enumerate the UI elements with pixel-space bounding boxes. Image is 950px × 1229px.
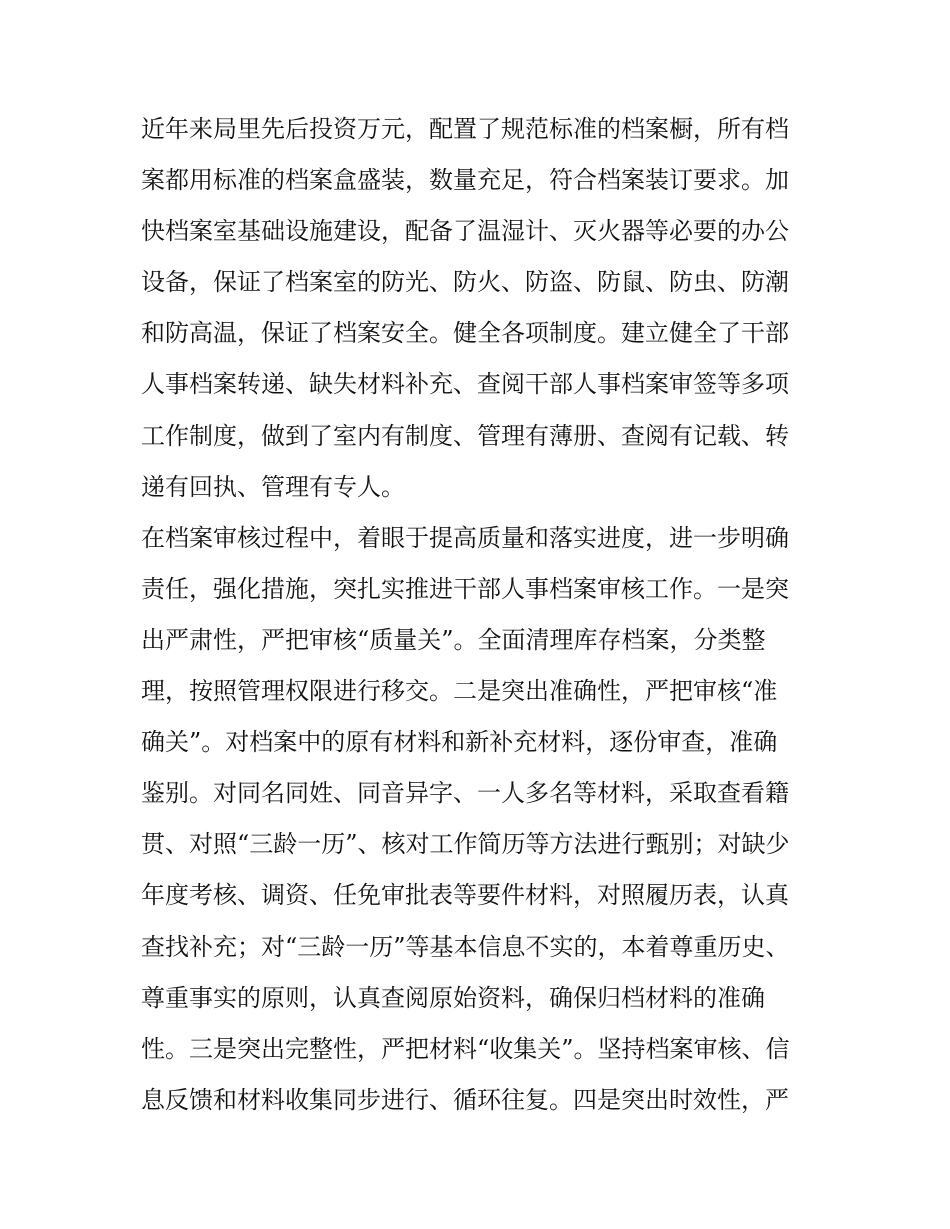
text-line: 责任，强化措施，突扎实推进干部人事档案审核工作。一是突 — [141, 574, 789, 603]
text-line: 理，按照管理权限进行移交。二是突出准确性，严把审核“准 — [141, 677, 778, 706]
text-line: 案都用标准的档案盒盛装，数量充足，符合档案装订要求。加 — [141, 166, 789, 195]
text-line: 人事档案转递、缺失材料补充、查阅干部人事档案审签等多项 — [141, 370, 789, 399]
text-line: 确关”。对档案中的原有材料和新补充材料，逐份审查，准确 — [141, 728, 778, 757]
text-line: 贯、对照“三龄一历”、核对工作简历等方法进行甄别；对缺少 — [141, 830, 790, 859]
text-line: 鉴别。对同名同姓、同音异字、一人多名等材料，采取查看籍 — [141, 779, 789, 808]
text-line: 性。三是突出完整性，严把材料“收集关”。坚持档案审核、信 — [141, 1034, 790, 1063]
paragraph-archive-review — [141, 513, 821, 1126]
paragraph-archive-facilities — [141, 104, 821, 513]
text-line: 设备，保证了档案室的防光、防火、防盗、防鼠、防虫、防潮 — [141, 268, 789, 297]
text-line: 尊重事实的原则，认真查阅原始资料，确保归档材料的准确 — [141, 983, 765, 1012]
text-line: 查找补充；对“三龄一历”等基本信息不实的，本着尊重历史、 — [141, 932, 790, 961]
text-line: 近年来局里先后投资万元，配置了规范标准的档案橱，所有档 — [141, 115, 789, 143]
text-line: 在档案审核过程中，着眼于提高质量和落实进度，进一步明确 — [141, 523, 789, 552]
text-line: 工作制度，做到了室内有制度、管理有薄册、查阅有记载、转 — [141, 421, 789, 450]
document-body — [141, 104, 821, 1126]
text-line: 出严肃性，严把审核“质量关”。全面清理库存档案，分类整 — [141, 625, 766, 654]
text-line: 快档案室基础设施建设，配备了温湿计、灭火器等必要的办公 — [141, 217, 789, 246]
text-line: 递有回执、管理有专人。 — [141, 472, 405, 501]
text-line: 年度考核、调资、任免审批表等要件材料，对照履历表，认真 — [141, 881, 789, 910]
text-line: 和防高温，保证了档案安全。健全各项制度。建立健全了干部 — [141, 319, 789, 348]
text-line: 息反馈和材料收集同步进行、循环往复。四是突出时效性，严 — [141, 1085, 789, 1114]
